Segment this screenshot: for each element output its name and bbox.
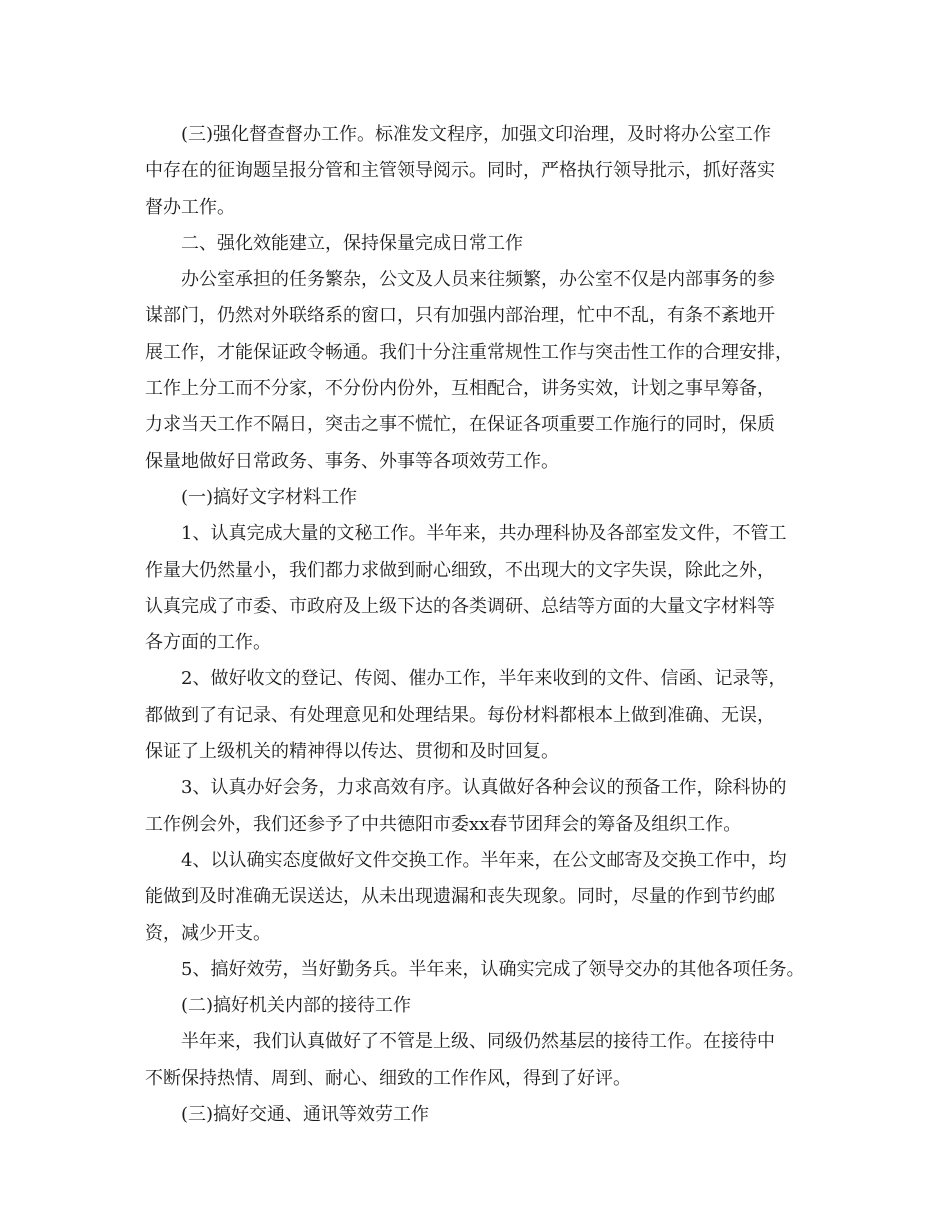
text-line: 资，减少开支。 bbox=[145, 922, 271, 944]
text-line: (一)搞好文字材料工作 bbox=[181, 486, 358, 508]
text-line: 展工作，才能保证政令畅通。我们十分注重常规性工作与突击性工作的合理安排， bbox=[145, 341, 793, 363]
text-line: 能做到及时准确无误送达，从未出现遗漏和丧失现象。同时，尽量的作到节约邮 bbox=[145, 886, 775, 908]
text-line: 保证了上级机关的精神得以传达、贯彻和及时回复。 bbox=[145, 741, 559, 763]
text-line: (三)强化督查督办工作。标准发文程序，加强文印治理，及时将办公室工作 bbox=[181, 124, 772, 145]
text-line: 3、认真办好会务，力求高效有序。认真做好各种会议的预备工作，除科协的 bbox=[181, 777, 787, 799]
text-line: 不断保持热情、周到、耐心、细致的工作作风，得到了好评。 bbox=[145, 1067, 631, 1089]
text-line: 都做到了有记录、有处理意见和处理结果。每份材料都根本上做到准确、无误， bbox=[145, 704, 775, 726]
text-line: 半年来，我们认真做好了不管是上级、同级仍然基层的接待工作。在接待中 bbox=[181, 1031, 775, 1053]
text-line: (二)搞好机关内部的接待工作 bbox=[181, 995, 412, 1017]
text-line: 2、做好收文的登记、传阅、催办工作，半年来收到的文件、信函、记录等， bbox=[181, 668, 787, 690]
text-line: 保量地做好日常政务、事务、外事等各项效劳工作。 bbox=[145, 450, 559, 472]
text-line: 二、强化效能建立，保持保量完成日常工作 bbox=[181, 232, 523, 254]
text-line: 5、搞好效劳，当好勤务兵。半年来，认确实完成了领导交办的其他各项任务。 bbox=[181, 958, 805, 980]
text-line: 力求当天工作不隔日，突击之事不慌忙，在保证各项重要工作施行的同时，保质 bbox=[145, 414, 775, 436]
text-line: 4、以认确实态度做好文件交换工作。半年来，在公文邮寄及交换工作中，均 bbox=[181, 849, 787, 871]
text-line: 作量大仍然量小，我们都力求做到耐心细致，不出现大的文字失误，除此之外， bbox=[145, 559, 775, 581]
text-line: 工作上分工而不分家，不分份内份外，互相配合，讲务实效，计划之事早筹备， bbox=[145, 378, 775, 400]
text-line: 督办工作。 bbox=[145, 196, 235, 218]
text-line: 中存在的征询题呈报分管和主管领导阅示。同时，严格执行领导批示，抓好落实 bbox=[145, 160, 775, 182]
document-body bbox=[145, 117, 825, 1133]
text-line: 工作例会外，我们还参予了中共德阳市委xx春节团拜会的筹备及组织工作。 bbox=[145, 813, 742, 835]
text-line: 办公室承担的任务繁杂，公文及人员来往频繁，办公室不仅是内部事务的参 bbox=[181, 269, 775, 291]
text-line: 各方面的工作。 bbox=[145, 632, 271, 654]
text-line: (三)搞好交通、通讯等效劳工作 bbox=[181, 1104, 430, 1126]
text-line: 谋部门，仍然对外联络系的窗口，只有加强内部治理，忙中不乱，有条不紊地开 bbox=[145, 305, 775, 327]
text-line: 1、认真完成大量的文秘工作。半年来，共办理科协及各部室发文件，不管工 bbox=[181, 523, 787, 545]
text-line: 认真完成了市委、市政府及上级下达的各类调研、总结等方面的大量文字材料等 bbox=[145, 595, 775, 617]
